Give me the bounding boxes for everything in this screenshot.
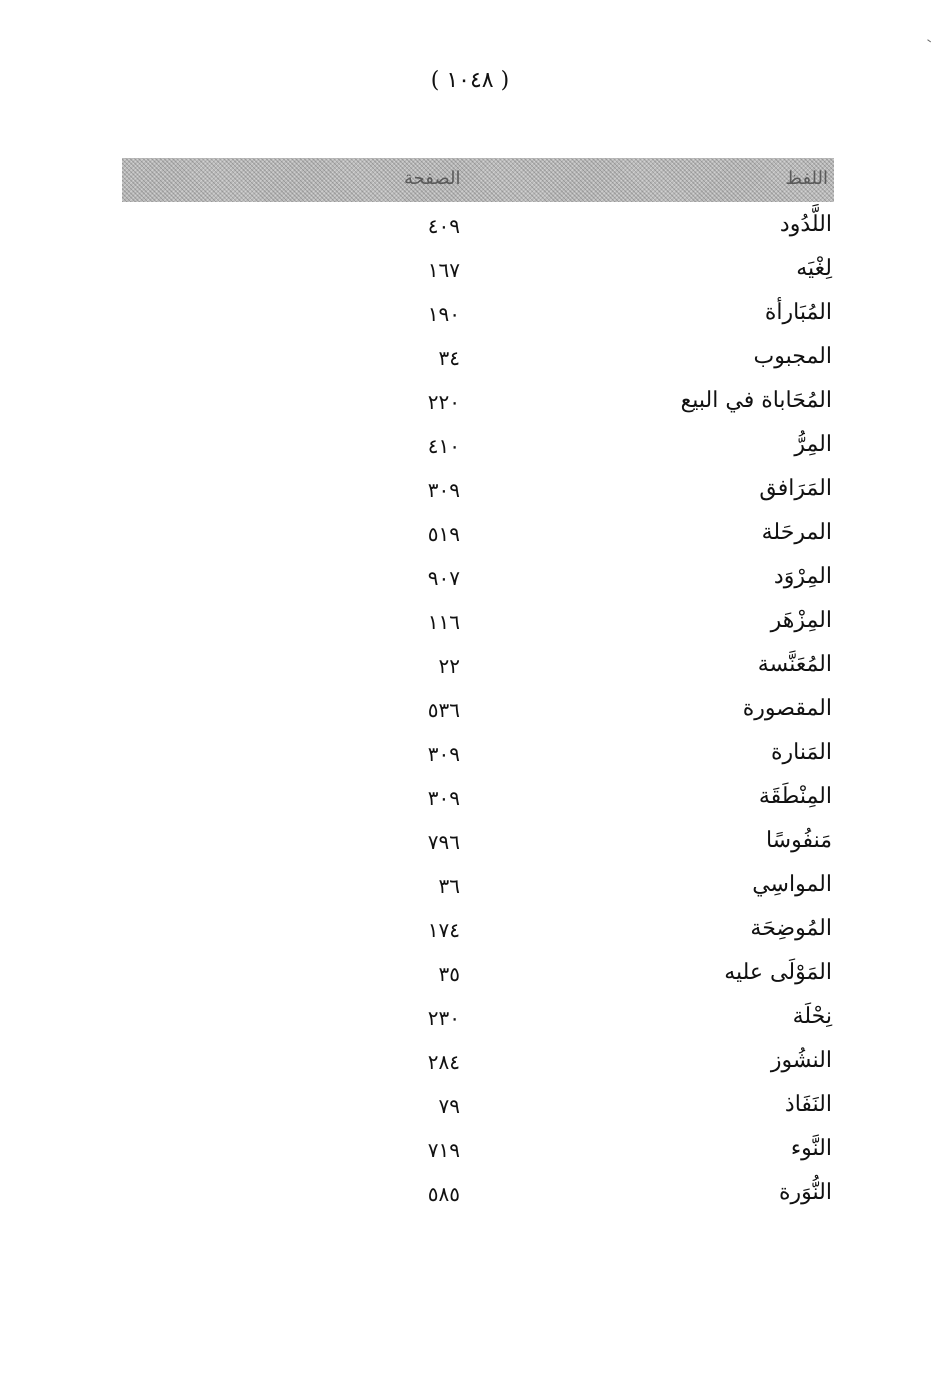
index-word: المِزْهَر xyxy=(770,608,832,633)
index-word: المِنْطَقَة xyxy=(758,784,832,809)
page-reference: ٣٦ xyxy=(438,874,460,898)
index-word: المِرْوَد xyxy=(773,564,832,589)
page-reference: ٣٥ xyxy=(438,962,460,986)
page-reference: ١٦٧ xyxy=(427,258,460,282)
page-reference: ١٧٤ xyxy=(427,918,460,942)
index-word: المُحَاباة في البيع xyxy=(680,388,832,413)
table-row xyxy=(0,690,940,734)
index-word: نِحْلَة xyxy=(792,1004,832,1029)
index-word: النَّوء xyxy=(790,1136,832,1161)
page-reference: ٤٠٩ xyxy=(427,214,460,238)
table-row xyxy=(0,822,940,866)
table-row xyxy=(0,1174,940,1218)
index-word: المِرُّ xyxy=(794,432,832,457)
page-reference: ٧٩٦ xyxy=(427,830,460,854)
table-row xyxy=(0,294,940,338)
table-row xyxy=(0,602,940,646)
table-row xyxy=(0,250,940,294)
table-row xyxy=(0,426,940,470)
table-row xyxy=(0,954,940,998)
page-reference: ١٩٠ xyxy=(427,302,460,326)
page-reference: ٢٢ xyxy=(438,654,460,678)
table-row xyxy=(0,866,940,910)
table-row xyxy=(0,206,940,250)
table-row xyxy=(0,1130,940,1174)
table-header xyxy=(122,158,834,202)
table-row xyxy=(0,778,940,822)
table-row xyxy=(0,558,940,602)
page-reference: ٢٣٠ xyxy=(427,1006,460,1030)
margin-mark xyxy=(925,39,931,45)
header-word-label: اللفظ xyxy=(785,168,828,189)
index-word: المَوْلَى عليه xyxy=(724,960,832,985)
table-row xyxy=(0,998,940,1042)
index-word: المقصورة xyxy=(742,696,832,721)
page-reference: ٢٢٠ xyxy=(427,390,460,414)
index-word: لِغْيَه xyxy=(796,256,832,281)
index-word: النَفَاذ xyxy=(784,1092,832,1117)
page-reference: ٩٠٧ xyxy=(427,566,460,590)
index-word: اللَّدُود xyxy=(779,212,832,237)
table-row xyxy=(0,338,940,382)
table-row xyxy=(0,1042,940,1086)
index-word: المرحَلة xyxy=(761,520,832,545)
table-row xyxy=(0,514,940,558)
index-word: المُبَارأة xyxy=(764,300,832,325)
page-number: ( ١٠٤٨ ) xyxy=(430,68,510,93)
index-word: النُّوَرة xyxy=(779,1180,832,1205)
index-word: المجبوب xyxy=(753,344,832,369)
index-word: المُوضِحَة xyxy=(750,916,832,941)
index-word: مَنفُوسًا xyxy=(765,828,832,853)
index-word: المَرَافق xyxy=(759,476,832,501)
page-reference: ٢٨٤ xyxy=(427,1050,460,1074)
table-row xyxy=(0,646,940,690)
table-row xyxy=(0,734,940,778)
page-reference: ٣٠٩ xyxy=(427,742,460,766)
header-page-label: الصفحة xyxy=(404,168,461,189)
index-word: المواسِي xyxy=(752,872,832,897)
index-word: المَنارة xyxy=(770,740,832,765)
index-word: النشُوز xyxy=(770,1048,832,1073)
page-reference: ٣٠٩ xyxy=(427,786,460,810)
table-row xyxy=(0,382,940,426)
page-reference: ٣٤ xyxy=(438,346,460,370)
page-reference: ٥٨٥ xyxy=(427,1182,460,1206)
table-row xyxy=(0,1086,940,1130)
table-row xyxy=(0,470,940,514)
page-reference: ٤١٠ xyxy=(427,434,460,458)
page-reference: ٥٣٦ xyxy=(427,698,460,722)
page-reference: ١١٦ xyxy=(427,610,460,634)
page-reference: ٥١٩ xyxy=(427,522,460,546)
page-reference: ٧١٩ xyxy=(427,1138,460,1162)
table-row xyxy=(0,910,940,954)
index-word: المُعَنَّسة xyxy=(757,652,832,677)
page-reference: ٣٠٩ xyxy=(427,478,460,502)
index-table xyxy=(0,206,940,1218)
page-reference: ٧٩ xyxy=(438,1094,460,1118)
